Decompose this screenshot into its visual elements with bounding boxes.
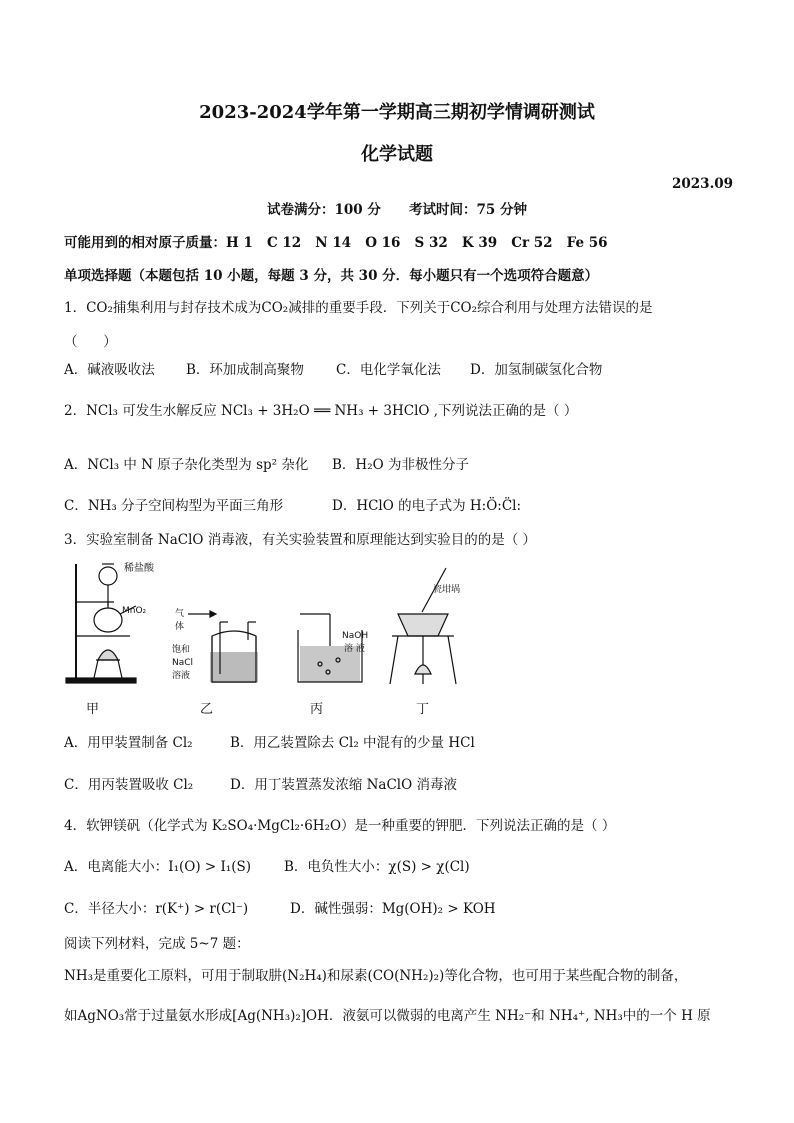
q4-option-a[interactable]: A．电离能大小：I₁(O) > I₁(S) [64,859,252,875]
q3-option-b[interactable]: B．用乙装置除去 Cl₂ 中混有的少量 HCl [230,735,475,751]
label-crucible: 瓷坩埚 [432,585,460,595]
q2-option-a[interactable]: A．NCl₃ 中 N 原子杂化类型为 sp² 杂化 [64,457,309,473]
q1-stem: 1．CO₂捕集利用与封存技术成为CO₂减排的重要手段．下列关于CO₂综合利用与处理方法错误的是 [64,300,653,316]
label-naoh-solution: 溶 液 [344,644,365,654]
label-sat-1: 饱和 [172,645,191,655]
q2-option-b[interactable]: B．H₂O 为非极性分子 [332,457,469,473]
label-yi: 乙 [200,702,214,717]
q1-answer-paren: （ ） [64,334,117,350]
label-sat-2: NaCl [172,658,194,668]
label-jia: 甲 [86,702,100,717]
q1-option-c[interactable]: C．电化学氧化法 [336,362,441,378]
label-gas-2: 体 [175,622,185,632]
q3-option-d[interactable]: D．用丁装置蒸发浓缩 NaClO 消毒液 [230,777,457,793]
apparatus-yi [188,611,258,682]
section-heading: 单项选择题（本题包括 10 小题，每题 3 分，共 30 分．每小题只有一个选项符合题意） [64,268,599,284]
atomic-masses: 可能用到的相对原子质量：H 1 C 12 N 14 O 16 S 32 K 39 Cr 52 Fe 56 [64,235,608,251]
q1-option-d[interactable]: D．加氢制碳氢化合物 [470,362,603,378]
q3-stem: 3．实验室制备 NaClO 消毒液，有关实验装置和原理能达到实验目的的是（ ） [64,532,537,548]
label-dilute-hcl: 稀盐酸 [124,563,154,574]
label-ding: 丁 [416,702,430,717]
reading-paragraph-2: 如AgNO₃常于过量氨水形成[Ag(NH₃)₂]OH．液氨可以微弱的电离产生 NH₂⁻和 NH₄⁺, NH₃中的一个 H 原 [64,1008,711,1024]
reading-paragraph-1: NH₃是重要化工原料，可用于制取肼(N₂H₄)和尿素(CO(NH₂)₂)等化合物，也可用于某些配合物的制备， [64,968,688,984]
label-gas-1: 气 [175,609,185,619]
exam-title: 2023-2024学年第一学期高三期初学情调研测试 [199,102,595,123]
q2-option-c[interactable]: C．NH₃ 分子空间构型为平面三角形 [64,498,284,514]
q1-option-b[interactable]: B．环加成制高聚物 [186,362,304,378]
q4-option-c[interactable]: C．半径大小：r(K⁺) > r(Cl⁻) [64,901,249,917]
label-mno2: MnO₂ [122,606,147,616]
q3-option-a[interactable]: A．用甲装置制备 Cl₂ [64,735,193,751]
exam-date: 2023.09 [672,176,734,192]
q3-option-c[interactable]: C．用丙装置吸收 Cl₂ [64,777,194,793]
q4-stem: 4．软钾镁矾（化学式为 K₂SO₄·MgCl₂·6H₂O）是一种重要的钾肥．下列说法正确的是（ ） [64,818,616,834]
q2-stem: 2．NCl₃ 可发生水解反应 NCl₃ + 3H₂O ══ NH₃ + 3HClO ,下列说法正确的是（ ） [64,403,578,419]
apparatus-figure [60,556,460,690]
q2-option-d[interactable]: D．HClO 的电子式为 H:Ö:C̈l: [332,498,522,514]
q4-option-d[interactable]: D．碱性强弱：Mg(OH)₂ > KOH [290,901,496,917]
apparatus-jia [66,564,136,683]
reading-intro: 阅读下列材料，完成 5~7 题： [64,936,250,952]
label-bing: 丙 [310,702,324,717]
label-naoh: NaOH [342,631,369,641]
q1-option-a[interactable]: A．碱液吸收法 [64,362,155,378]
score-time: 试卷满分：100 分 考试时间：75 分钟 [266,202,528,218]
label-sat-3: 溶液 [172,671,191,681]
exam-subtitle: 化学试题 [361,144,433,165]
q4-option-b[interactable]: B．电负性大小：χ(S) > χ(Cl) [284,859,470,875]
